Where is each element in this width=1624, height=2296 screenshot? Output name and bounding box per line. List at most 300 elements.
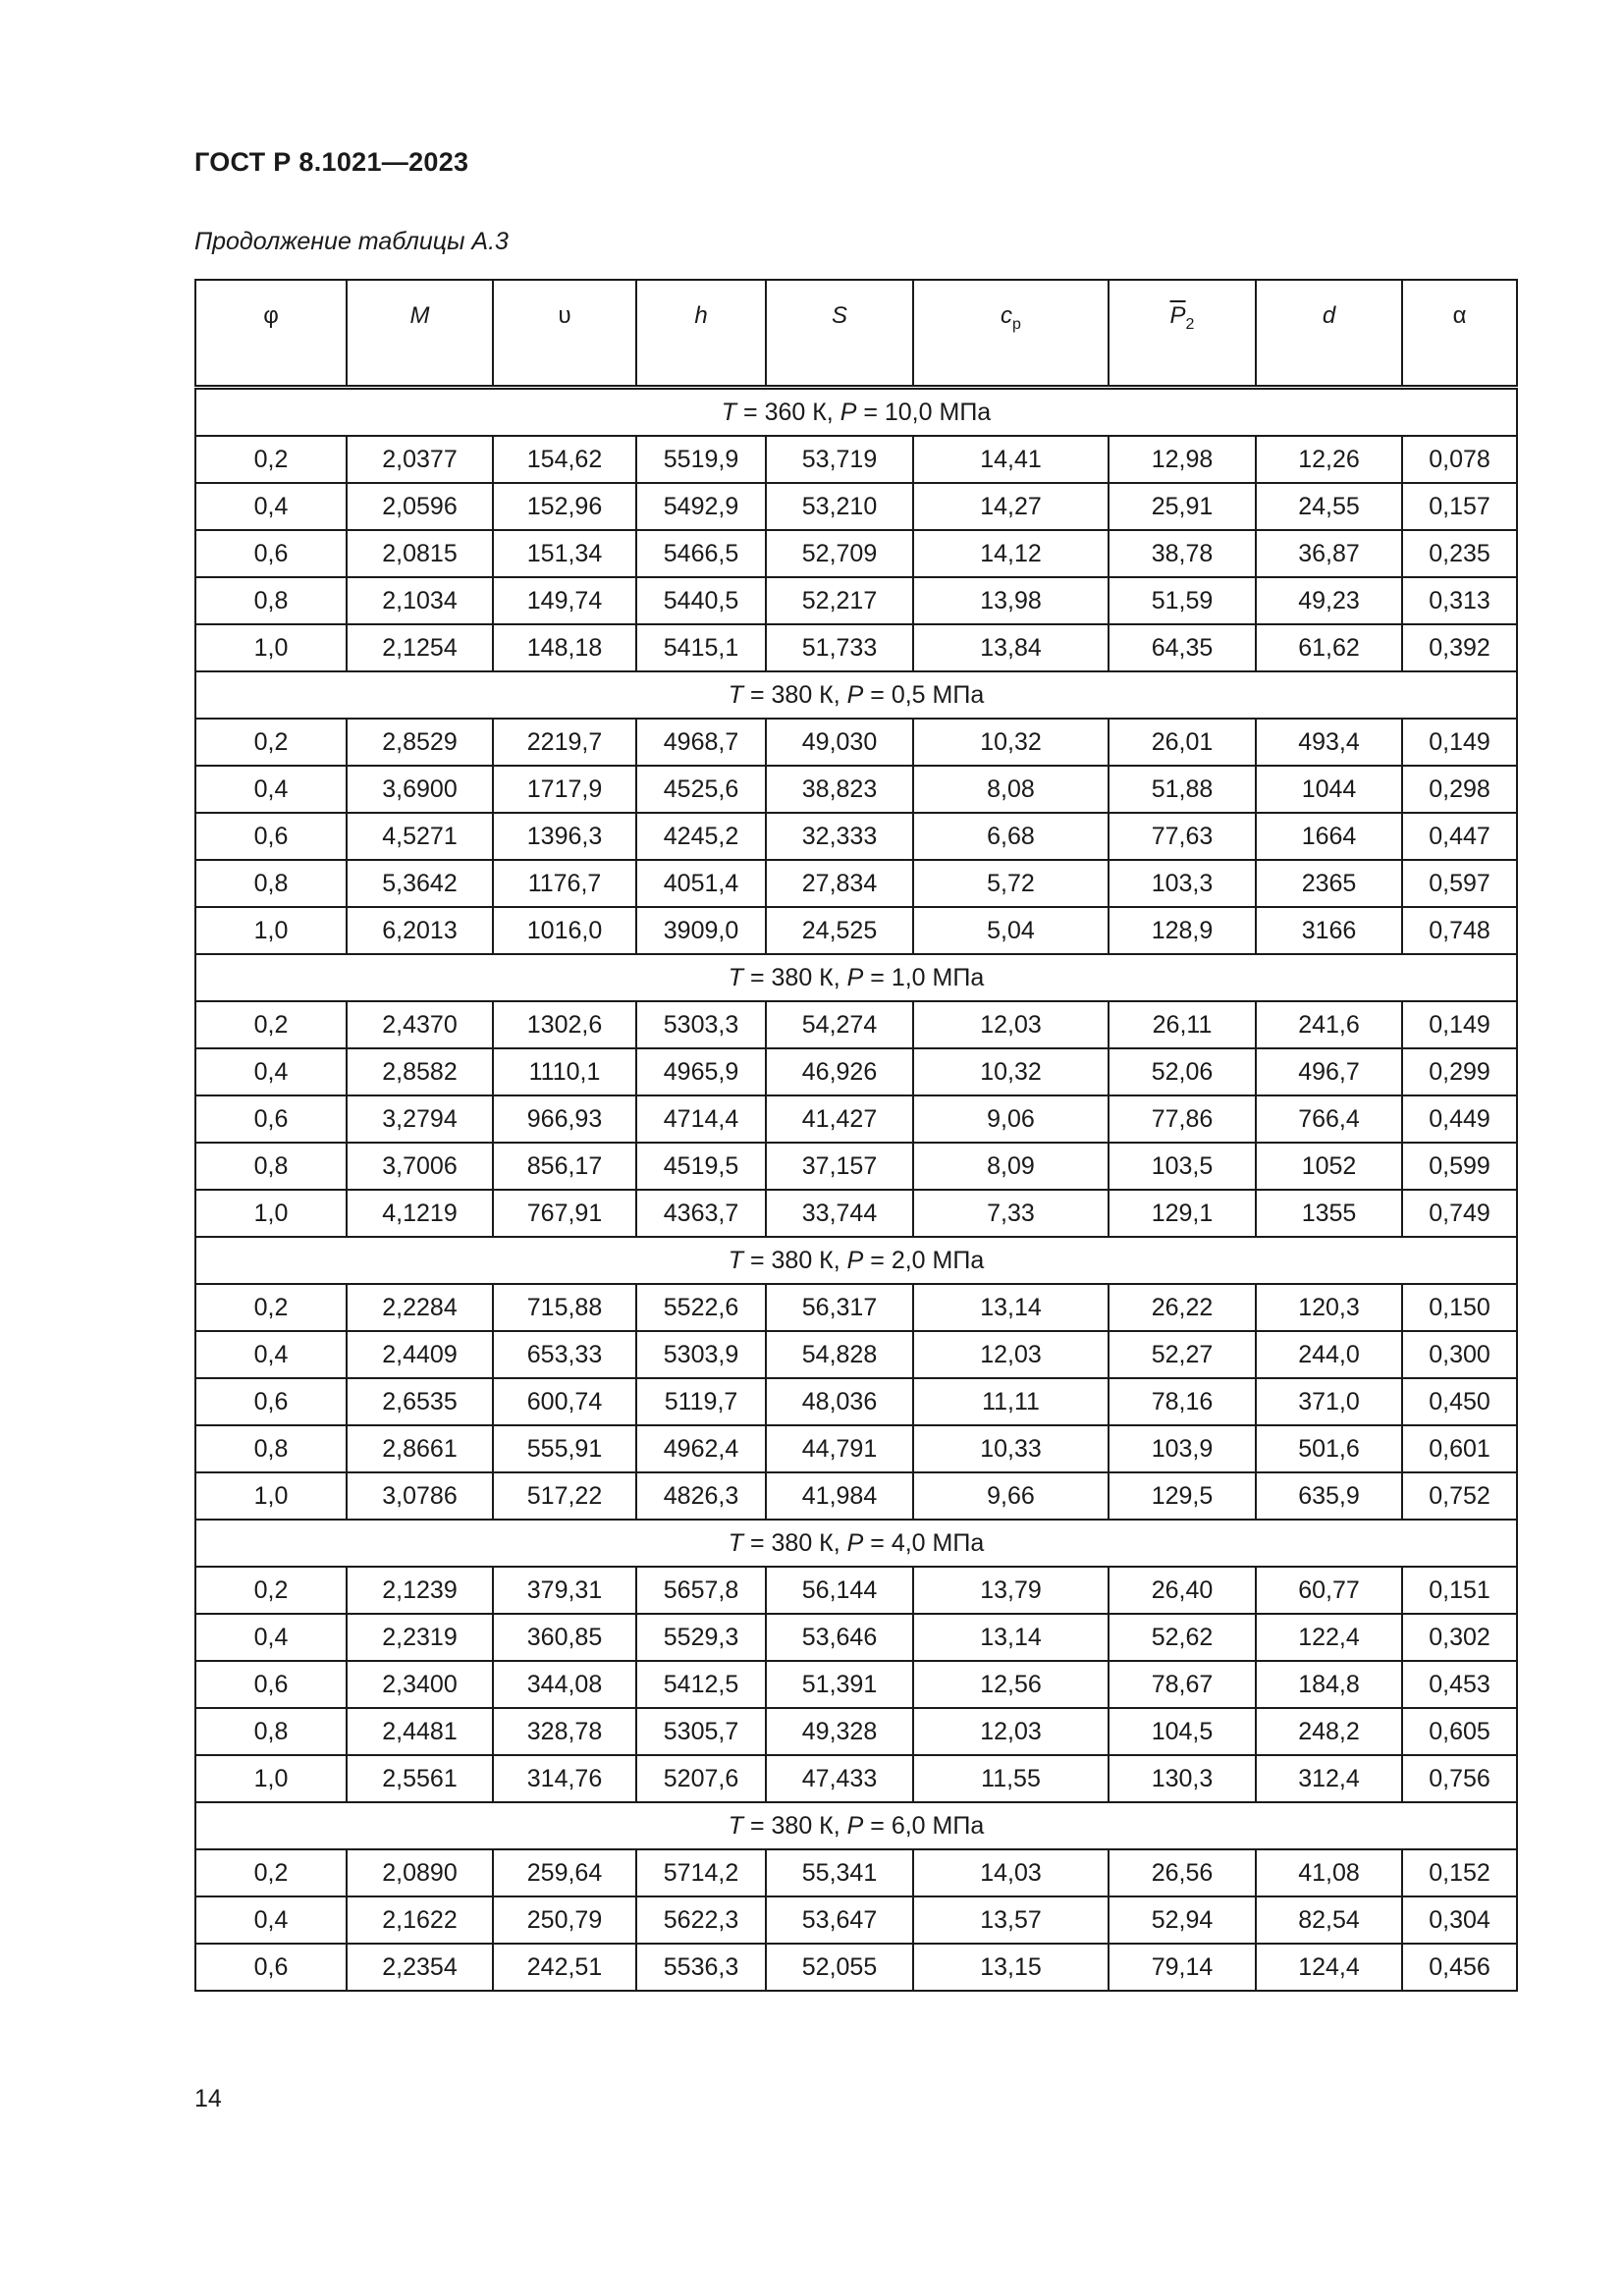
section-condition: T = 380 К, P = 4,0 МПа <box>195 1520 1517 1567</box>
table-cell: 856,17 <box>493 1143 636 1190</box>
table-cell: 0,4 <box>195 1896 347 1944</box>
table-cell: 2,8661 <box>347 1425 493 1472</box>
table-cell: 250,79 <box>493 1896 636 1944</box>
table-cell: 0,453 <box>1402 1661 1517 1708</box>
table-cell: 2,0815 <box>347 530 493 577</box>
table-cell: 38,823 <box>766 766 913 813</box>
section-header-row <box>195 1237 1517 1284</box>
table-row <box>195 1944 1517 1991</box>
table-cell: 26,11 <box>1109 1001 1256 1048</box>
table-cell: 12,98 <box>1109 436 1256 483</box>
table-cell: 0,300 <box>1402 1331 1517 1378</box>
table-cell: 3,7006 <box>347 1143 493 1190</box>
table-cell: 0,4 <box>195 1048 347 1095</box>
table-cell: 344,08 <box>493 1661 636 1708</box>
table-cell: 78,67 <box>1109 1661 1256 1708</box>
table-cell: 27,834 <box>766 860 913 907</box>
table-cell: 2,2354 <box>347 1944 493 1991</box>
table-cell: 24,525 <box>766 907 913 954</box>
table-cell: 1355 <box>1256 1190 1402 1237</box>
table-row <box>195 436 1517 483</box>
table-cell: 154,62 <box>493 436 636 483</box>
table-cell: 2,1254 <box>347 624 493 671</box>
table-cell: 103,9 <box>1109 1425 1256 1472</box>
table-cell: 52,217 <box>766 577 913 624</box>
table-cell: 0,2 <box>195 1849 347 1896</box>
table-cell: 0,152 <box>1402 1849 1517 1896</box>
table-cell: 5657,8 <box>636 1567 766 1614</box>
table-cell: 2,1034 <box>347 577 493 624</box>
table-cell: 0,4 <box>195 483 347 530</box>
table-row <box>195 860 1517 907</box>
table-cell: 496,7 <box>1256 1048 1402 1095</box>
table-cell: 51,88 <box>1109 766 1256 813</box>
table-row <box>195 813 1517 860</box>
table-cell: 6,2013 <box>347 907 493 954</box>
table-cell: 1302,6 <box>493 1001 636 1048</box>
table-cell: 3166 <box>1256 907 1402 954</box>
table-cell: 5522,6 <box>636 1284 766 1331</box>
table-cell: 5305,7 <box>636 1708 766 1755</box>
table-cell: 0,456 <box>1402 1944 1517 1991</box>
table-cell: 4965,9 <box>636 1048 766 1095</box>
col-header-s: S <box>766 280 913 388</box>
table-body <box>195 388 1517 1992</box>
table-cell: 1176,7 <box>493 860 636 907</box>
table-cell: 1052 <box>1256 1143 1402 1190</box>
table-cell: 124,4 <box>1256 1944 1402 1991</box>
table-cell: 0,2 <box>195 1284 347 1331</box>
table-cell: 0,157 <box>1402 483 1517 530</box>
table-cell: 1,0 <box>195 624 347 671</box>
section-header-row <box>195 671 1517 719</box>
table-cell: 5207,6 <box>636 1755 766 1802</box>
table-cell: 0,8 <box>195 577 347 624</box>
table-cell: 12,03 <box>913 1001 1109 1048</box>
table-cell: 49,328 <box>766 1708 913 1755</box>
table-cell: 4525,6 <box>636 766 766 813</box>
table-cell: 0,2 <box>195 436 347 483</box>
table-row <box>195 483 1517 530</box>
table-cell: 2,2284 <box>347 1284 493 1331</box>
table-cell: 44,791 <box>766 1425 913 1472</box>
table-row <box>195 1472 1517 1520</box>
table-cell: 4968,7 <box>636 719 766 766</box>
table-cell: 0,6 <box>195 1661 347 1708</box>
table-cell: 14,27 <box>913 483 1109 530</box>
table-cell: 0,299 <box>1402 1048 1517 1095</box>
table-cell: 0,4 <box>195 1331 347 1378</box>
table-row <box>195 1896 1517 1944</box>
table-cell: 56,144 <box>766 1567 913 1614</box>
table-cell: 1044 <box>1256 766 1402 813</box>
table-cell: 51,733 <box>766 624 913 671</box>
table-cell: 360,85 <box>493 1614 636 1661</box>
table-cell: 0,150 <box>1402 1284 1517 1331</box>
table-cell: 0,2 <box>195 1001 347 1048</box>
table-cell: 0,149 <box>1402 1001 1517 1048</box>
table-cell: 184,8 <box>1256 1661 1402 1708</box>
table-cell: 2,4409 <box>347 1331 493 1378</box>
table-cell: 4363,7 <box>636 1190 766 1237</box>
table-cell: 0,235 <box>1402 530 1517 577</box>
table-cell: 5,3642 <box>347 860 493 907</box>
table-row <box>195 1661 1517 1708</box>
table-row <box>195 530 1517 577</box>
table-cell: 2219,7 <box>493 719 636 766</box>
table-row <box>195 1614 1517 1661</box>
table-cell: 12,26 <box>1256 436 1402 483</box>
table-cell: 148,18 <box>493 624 636 671</box>
table-row <box>195 1567 1517 1614</box>
table-cell: 0,149 <box>1402 719 1517 766</box>
table-cell: 517,22 <box>493 1472 636 1520</box>
table-cell: 12,56 <box>913 1661 1109 1708</box>
table-cell: 0,8 <box>195 1708 347 1755</box>
table-cell: 2,6535 <box>347 1378 493 1425</box>
table-header-row <box>195 280 1517 388</box>
table-row <box>195 1708 1517 1755</box>
table-cell: 0,449 <box>1402 1095 1517 1143</box>
table-cell: 1,0 <box>195 907 347 954</box>
table-cell: 0,2 <box>195 1567 347 1614</box>
table-cell: 13,14 <box>913 1614 1109 1661</box>
table-cell: 2,5561 <box>347 1755 493 1802</box>
table-cell: 14,12 <box>913 530 1109 577</box>
table-cell: 55,341 <box>766 1849 913 1896</box>
table-cell: 0,392 <box>1402 624 1517 671</box>
table-cell: 36,87 <box>1256 530 1402 577</box>
table-cell: 0,8 <box>195 1425 347 1472</box>
table-cell: 3,2794 <box>347 1095 493 1143</box>
table-cell: 4,5271 <box>347 813 493 860</box>
table-row <box>195 719 1517 766</box>
table-cell: 78,16 <box>1109 1378 1256 1425</box>
table-cell: 653,33 <box>493 1331 636 1378</box>
table-cell: 103,3 <box>1109 860 1256 907</box>
table-row <box>195 1001 1517 1048</box>
table-cell: 4826,3 <box>636 1472 766 1520</box>
table-cell: 11,11 <box>913 1378 1109 1425</box>
table-cell: 314,76 <box>493 1755 636 1802</box>
table-cell: 77,86 <box>1109 1095 1256 1143</box>
table-cell: 5714,2 <box>636 1849 766 1896</box>
table-cell: 5415,1 <box>636 624 766 671</box>
table-cell: 0,078 <box>1402 436 1517 483</box>
table-cell: 129,1 <box>1109 1190 1256 1237</box>
table-cell: 5519,9 <box>636 436 766 483</box>
table-cell: 2,4481 <box>347 1708 493 1755</box>
table-row <box>195 1190 1517 1237</box>
table-cell: 0,304 <box>1402 1896 1517 1944</box>
table-cell: 5303,3 <box>636 1001 766 1048</box>
table-cell: 5119,7 <box>636 1378 766 1425</box>
table-cell: 128,9 <box>1109 907 1256 954</box>
col-header-p2: $\overline{P}_2$ <box>1109 280 1256 388</box>
table-cell: 8,09 <box>913 1143 1109 1190</box>
table-cell: 0,6 <box>195 1095 347 1143</box>
table-cell: 328,78 <box>493 1708 636 1755</box>
table-cell: 53,646 <box>766 1614 913 1661</box>
table-cell: 3909,0 <box>636 907 766 954</box>
table-cell: 0,450 <box>1402 1378 1517 1425</box>
table-cell: 4714,4 <box>636 1095 766 1143</box>
table-cell: 5303,9 <box>636 1331 766 1378</box>
table-cell: 1,0 <box>195 1755 347 1802</box>
table-cell: 1110,1 <box>493 1048 636 1095</box>
table-row <box>195 1849 1517 1896</box>
table-cell: 5492,9 <box>636 483 766 530</box>
table-cell: 0,756 <box>1402 1755 1517 1802</box>
table-cell: 54,274 <box>766 1001 913 1048</box>
table-cell: 122,4 <box>1256 1614 1402 1661</box>
table-cell: 2,3400 <box>347 1661 493 1708</box>
table-cell: 24,55 <box>1256 483 1402 530</box>
table-cell: 103,5 <box>1109 1143 1256 1190</box>
table-cell: 1016,0 <box>493 907 636 954</box>
table-cell: 49,23 <box>1256 577 1402 624</box>
table-cell: 1396,3 <box>493 813 636 860</box>
table-cell: 2,8529 <box>347 719 493 766</box>
table-cell: 5440,5 <box>636 577 766 624</box>
table-cell: 12,03 <box>913 1331 1109 1378</box>
table-cell: 149,74 <box>493 577 636 624</box>
table-cell: 13,57 <box>913 1896 1109 1944</box>
table-cell: 1717,9 <box>493 766 636 813</box>
col-header-h: h <box>636 280 766 388</box>
table-cell: 53,647 <box>766 1896 913 1944</box>
table-cell: 501,6 <box>1256 1425 1402 1472</box>
table-cell: 1664 <box>1256 813 1402 860</box>
table-cell: 966,93 <box>493 1095 636 1143</box>
table-cell: 130,3 <box>1109 1755 1256 1802</box>
table-cell: 26,22 <box>1109 1284 1256 1331</box>
section-header-row <box>195 954 1517 1001</box>
section-condition: T = 380 К, P = 6,0 МПа <box>195 1802 1517 1849</box>
table-cell: 54,828 <box>766 1331 913 1378</box>
table-cell: 1,0 <box>195 1472 347 1520</box>
table-cell: 0,4 <box>195 1614 347 1661</box>
table-cell: 0,2 <box>195 719 347 766</box>
table-cell: 4245,2 <box>636 813 766 860</box>
table-cell: 32,333 <box>766 813 913 860</box>
table-cell: 4051,4 <box>636 860 766 907</box>
table-cell: 2,4370 <box>347 1001 493 1048</box>
table-cell: 33,744 <box>766 1190 913 1237</box>
table-cell: 3,6900 <box>347 766 493 813</box>
table-cell: 5622,3 <box>636 1896 766 1944</box>
table-cell: 248,2 <box>1256 1708 1402 1755</box>
table-cell: 41,984 <box>766 1472 913 1520</box>
table-cell: 0,605 <box>1402 1708 1517 1755</box>
table-cell: 0,597 <box>1402 860 1517 907</box>
table-cell: 493,4 <box>1256 719 1402 766</box>
table-cell: 0,6 <box>195 530 347 577</box>
table-cell: 13,84 <box>913 624 1109 671</box>
table-caption: Продолжение таблицы А.3 <box>194 228 509 255</box>
table-cell: 13,98 <box>913 577 1109 624</box>
section-header-row <box>195 1520 1517 1567</box>
section-condition: T = 380 К, P = 2,0 МПа <box>195 1237 1517 1284</box>
table-row <box>195 1048 1517 1095</box>
table-cell: 2,2319 <box>347 1614 493 1661</box>
table-cell: 46,926 <box>766 1048 913 1095</box>
table-cell: 13,79 <box>913 1567 1109 1614</box>
table-cell: 37,157 <box>766 1143 913 1190</box>
table-cell: 379,31 <box>493 1567 636 1614</box>
table-cell: 52,27 <box>1109 1331 1256 1378</box>
document-code: ГОСТ Р 8.1021—2023 <box>194 147 469 177</box>
table-cell: 767,91 <box>493 1190 636 1237</box>
table-cell: 0,752 <box>1402 1472 1517 1520</box>
table-cell: 13,14 <box>913 1284 1109 1331</box>
table-cell: 2,0377 <box>347 436 493 483</box>
section-header-row <box>195 1802 1517 1849</box>
table-row <box>195 624 1517 671</box>
table-cell: 0,4 <box>195 766 347 813</box>
section-condition: T = 380 К, P = 0,5 МПа <box>195 671 1517 719</box>
table-cell: 61,62 <box>1256 624 1402 671</box>
table-cell: 0,298 <box>1402 766 1517 813</box>
table-cell: 5536,3 <box>636 1944 766 1991</box>
table-cell: 312,4 <box>1256 1755 1402 1802</box>
table-row <box>195 1095 1517 1143</box>
table-cell: 41,427 <box>766 1095 913 1143</box>
table-cell: 2,0890 <box>347 1849 493 1896</box>
table-row <box>195 907 1517 954</box>
table-cell: 151,34 <box>493 530 636 577</box>
table-cell: 4962,4 <box>636 1425 766 1472</box>
col-header-m: M <box>347 280 493 388</box>
table-row <box>195 1284 1517 1331</box>
table-cell: 242,51 <box>493 1944 636 1991</box>
table-cell: 259,64 <box>493 1849 636 1896</box>
table-row <box>195 1331 1517 1378</box>
table-cell: 77,63 <box>1109 813 1256 860</box>
table-cell: 13,15 <box>913 1944 1109 1991</box>
table-cell: 2,1239 <box>347 1567 493 1614</box>
page-number: 14 <box>194 2085 222 2112</box>
table-cell: 52,94 <box>1109 1896 1256 1944</box>
section-header-row <box>195 388 1517 437</box>
table-cell: 47,433 <box>766 1755 913 1802</box>
table-cell: 10,32 <box>913 719 1109 766</box>
table-cell: 715,88 <box>493 1284 636 1331</box>
table-cell: 48,036 <box>766 1378 913 1425</box>
col-header-cp: $c_p$ <box>913 280 1109 388</box>
table-cell: 52,055 <box>766 1944 913 1991</box>
table-cell: 129,5 <box>1109 1472 1256 1520</box>
table-cell: 152,96 <box>493 483 636 530</box>
table-cell: 6,68 <box>913 813 1109 860</box>
table-cell: 10,33 <box>913 1425 1109 1472</box>
table-cell: 766,4 <box>1256 1095 1402 1143</box>
table-cell: 9,66 <box>913 1472 1109 1520</box>
table-row <box>195 766 1517 813</box>
table-cell: 0,8 <box>195 1143 347 1190</box>
table-cell: 5529,3 <box>636 1614 766 1661</box>
table-cell: 56,317 <box>766 1284 913 1331</box>
table-cell: 14,03 <box>913 1849 1109 1896</box>
table-row <box>195 1378 1517 1425</box>
table-cell: 52,709 <box>766 530 913 577</box>
table-cell: 25,91 <box>1109 483 1256 530</box>
table-cell: 12,03 <box>913 1708 1109 1755</box>
table-cell: 555,91 <box>493 1425 636 1472</box>
table-cell: 10,32 <box>913 1048 1109 1095</box>
table-cell: 244,0 <box>1256 1331 1402 1378</box>
table-cell: 53,210 <box>766 483 913 530</box>
table-cell: 52,62 <box>1109 1614 1256 1661</box>
table-cell: 82,54 <box>1256 1896 1402 1944</box>
table-cell: 11,55 <box>913 1755 1109 1802</box>
table-cell: 14,41 <box>913 436 1109 483</box>
col-header-alpha: α <box>1402 280 1517 388</box>
table-cell: 52,06 <box>1109 1048 1256 1095</box>
table-cell: 2365 <box>1256 860 1402 907</box>
table-cell: 5,72 <box>913 860 1109 907</box>
section-condition: T = 380 К, P = 1,0 МПа <box>195 954 1517 1001</box>
table-cell: 26,01 <box>1109 719 1256 766</box>
table-cell: 26,56 <box>1109 1849 1256 1896</box>
table-cell: 51,59 <box>1109 577 1256 624</box>
table-cell: 0,748 <box>1402 907 1517 954</box>
table-cell: 3,0786 <box>347 1472 493 1520</box>
table-cell: 26,40 <box>1109 1567 1256 1614</box>
table-cell: 2,8582 <box>347 1048 493 1095</box>
table-cell: 0,151 <box>1402 1567 1517 1614</box>
table-cell: 0,6 <box>195 1378 347 1425</box>
section-condition: T = 360 К, P = 10,0 МПа <box>195 388 1517 437</box>
table-cell: 51,391 <box>766 1661 913 1708</box>
table-cell: 60,77 <box>1256 1567 1402 1614</box>
table-cell: 49,030 <box>766 719 913 766</box>
table-cell: 0,313 <box>1402 577 1517 624</box>
table-cell: 8,08 <box>913 766 1109 813</box>
table-row <box>195 1755 1517 1802</box>
table-cell: 64,35 <box>1109 624 1256 671</box>
table-cell: 9,06 <box>913 1095 1109 1143</box>
table-cell: 0,447 <box>1402 813 1517 860</box>
table-row <box>195 1143 1517 1190</box>
table-cell: 120,3 <box>1256 1284 1402 1331</box>
table-cell: 0,599 <box>1402 1143 1517 1190</box>
table-row <box>195 577 1517 624</box>
col-header-phi: φ <box>195 280 347 388</box>
table-cell: 7,33 <box>913 1190 1109 1237</box>
table-cell: 5,04 <box>913 907 1109 954</box>
table-row <box>195 1425 1517 1472</box>
table-cell: 0,601 <box>1402 1425 1517 1472</box>
table-cell: 600,74 <box>493 1378 636 1425</box>
table-cell: 0,749 <box>1402 1190 1517 1237</box>
table-cell: 5466,5 <box>636 530 766 577</box>
table-cell: 2,1622 <box>347 1896 493 1944</box>
table-cell: 104,5 <box>1109 1708 1256 1755</box>
col-header-d: d <box>1256 280 1402 388</box>
table-cell: 5412,5 <box>636 1661 766 1708</box>
table-cell: 2,0596 <box>347 483 493 530</box>
table-cell: 4,1219 <box>347 1190 493 1237</box>
data-table <box>194 279 1518 1992</box>
table-cell: 0,6 <box>195 1944 347 1991</box>
table-cell: 371,0 <box>1256 1378 1402 1425</box>
table-cell: 41,08 <box>1256 1849 1402 1896</box>
table-cell: 0,8 <box>195 860 347 907</box>
col-header-upsilon: υ <box>493 280 636 388</box>
table-cell: 38,78 <box>1109 530 1256 577</box>
table-cell: 0,302 <box>1402 1614 1517 1661</box>
